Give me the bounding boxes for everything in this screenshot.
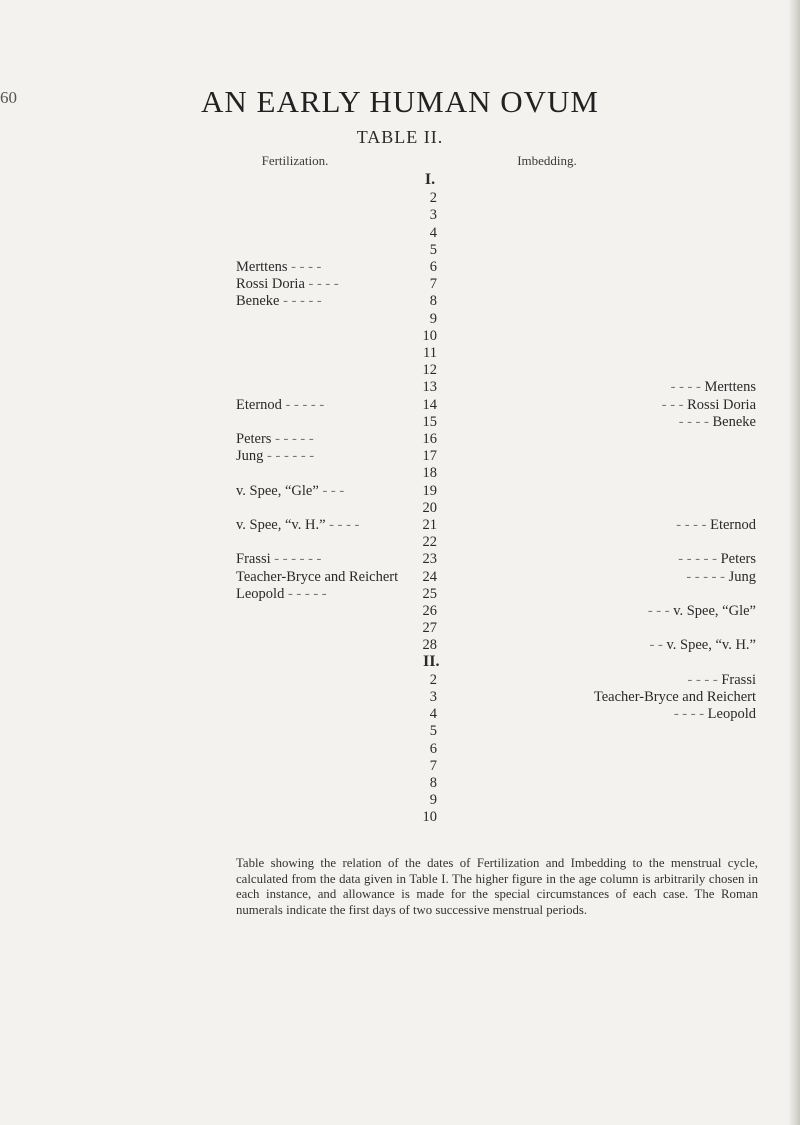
day-number: 3: [429, 207, 437, 223]
imbedding-entry: [444, 569, 756, 586]
day-number: 10: [422, 328, 437, 344]
day-number: 11: [423, 345, 437, 361]
fertilization-entry: [236, 293, 322, 310]
entry-name: Teacher-Bryce and Reichert: [593, 689, 756, 705]
imbedding-column-header: Imbedding.: [517, 153, 577, 168]
fertilization-entry: [236, 448, 314, 465]
fertilization-column-header: Fertilization.: [261, 153, 329, 168]
leader-dots: - - - - -: [678, 551, 717, 567]
day-number: 5: [429, 723, 437, 739]
day-number: 15: [422, 414, 437, 430]
entry-name: v. Spee, “v. H.”: [666, 637, 756, 653]
entry-name: Leopold: [236, 586, 285, 602]
entry-name: Rossi Doria: [236, 276, 305, 292]
day-number: 2: [429, 190, 437, 206]
leader-dots: - - - - -: [287, 586, 327, 602]
leader-dots: - - -: [322, 483, 345, 499]
entry-name: Jung: [728, 569, 756, 585]
day-number: 24: [422, 569, 437, 585]
leader-dots: - - -: [647, 603, 670, 619]
day-number: 3: [429, 689, 437, 705]
leader-dots: - - -: [661, 397, 684, 413]
leader-dots: - - - -: [687, 672, 718, 688]
fertilization-entry: [236, 259, 321, 276]
entry-name: Eternod: [236, 397, 282, 413]
leader-dots: - - - -: [678, 414, 709, 430]
day-number: 6: [429, 259, 437, 275]
entry-name: Eternod: [710, 517, 756, 533]
entry-name: Peters: [236, 431, 272, 447]
fertilization-entry: [236, 276, 339, 293]
imbedding-entry: [444, 689, 756, 706]
leader-dots: - - - - - -: [267, 448, 315, 464]
leader-dots: - - - -: [670, 379, 701, 395]
imbedding-entry: [444, 397, 756, 414]
day-number: 12: [422, 362, 437, 378]
day-number: 14: [422, 397, 437, 413]
day-number: 18: [422, 465, 437, 481]
page-number: 60: [0, 88, 17, 107]
entry-name: Beneke: [712, 414, 756, 430]
day-number: 5: [429, 242, 437, 258]
entry-name: v. Spee, “Gle”: [673, 603, 756, 619]
day-number: 20: [422, 500, 437, 516]
fertilization-entry: [236, 397, 324, 414]
fertilization-entry: [236, 517, 359, 534]
imbedding-entry: [444, 414, 756, 431]
leader-dots: - - - -: [308, 276, 339, 292]
leader-dots: - - - -: [291, 259, 322, 275]
imbedding-entry: [444, 603, 756, 620]
entry-name: Merttens: [704, 379, 756, 395]
imbedding-entry: [444, 551, 756, 568]
leader-dots: - - - - - -: [274, 551, 322, 567]
day-number: 13: [422, 379, 437, 395]
leader-dots: - - - - -: [283, 293, 322, 309]
leader-dots: - - - - -: [285, 397, 325, 413]
leader-dots: - -: [649, 637, 663, 653]
day-number: 8: [429, 293, 437, 309]
leader-dots: - - - -: [676, 517, 707, 533]
entry-name: Jung: [236, 448, 264, 464]
day-number: 6: [429, 741, 437, 757]
day-number: 9: [429, 311, 437, 327]
leader-dots: - - - -: [673, 706, 705, 722]
table-title: TABLE II.: [356, 127, 444, 147]
entry-name: Peters: [720, 551, 756, 567]
entry-name: Frassi: [236, 551, 271, 567]
leader-dots: - - - -: [329, 517, 360, 533]
day-number: 7: [429, 758, 437, 774]
fertilization-entry: [236, 569, 398, 586]
leader-dots: - - - - -: [275, 431, 314, 447]
entry-name: v. Spee, “Gle”: [236, 483, 319, 499]
day-number: 4: [429, 225, 437, 241]
day-number: 19: [422, 483, 437, 499]
leader-dots: - - - - -: [686, 569, 725, 585]
day-number: 9: [429, 792, 437, 808]
imbedding-entry: [444, 706, 756, 723]
entry-name: Leopold: [707, 706, 756, 722]
running-title: AN EARLY HUMAN OVUM: [201, 84, 599, 119]
day-number: 23: [422, 551, 437, 567]
table-caption: Table showing the relation of the dates of Fertilization and Imbedding to the menstrual cycle, calculated from the data given in Table I. The higher figure in the age column is arbitrarily chosen in each instance, and allowance is made for the special circumstances of each case. The Roman numerals indicate the first days of two successive menstrual periods.: [236, 856, 758, 917]
entry-name: Rossi Doria: [687, 397, 756, 413]
fertilization-entry: [236, 483, 344, 500]
fertilization-entry: [236, 551, 321, 568]
entry-name: Merttens: [236, 259, 288, 275]
page-edge-shadow: [788, 0, 800, 1125]
day-number: 26: [422, 603, 437, 619]
imbedding-entry: [444, 379, 756, 396]
entry-name: Beneke: [236, 293, 280, 309]
imbedding-entry: [444, 672, 756, 689]
day-number: 4: [429, 706, 437, 722]
day-number: 2: [429, 672, 437, 688]
period-marker: II.: [423, 653, 440, 670]
day-number: 22: [422, 534, 437, 550]
day-number: 28: [422, 637, 437, 653]
day-number: 8: [429, 775, 437, 791]
day-number: 27: [422, 620, 437, 636]
entry-name: v. Spee, “v. H.”: [236, 517, 326, 533]
fertilization-entry: [236, 586, 327, 603]
period-marker: I.: [424, 171, 436, 188]
day-number: 17: [422, 448, 437, 464]
fertilization-entry: [236, 431, 314, 448]
imbedding-entry: [444, 637, 756, 654]
entry-name: Frassi: [721, 672, 756, 688]
imbedding-entry: [444, 517, 756, 534]
entry-name: Teacher-Bryce and Reichert: [236, 569, 399, 585]
day-number: 16: [422, 431, 437, 447]
day-number: 10: [422, 809, 437, 825]
day-number: 25: [422, 586, 437, 602]
day-number: 7: [429, 276, 437, 292]
day-number: 21: [422, 517, 437, 533]
